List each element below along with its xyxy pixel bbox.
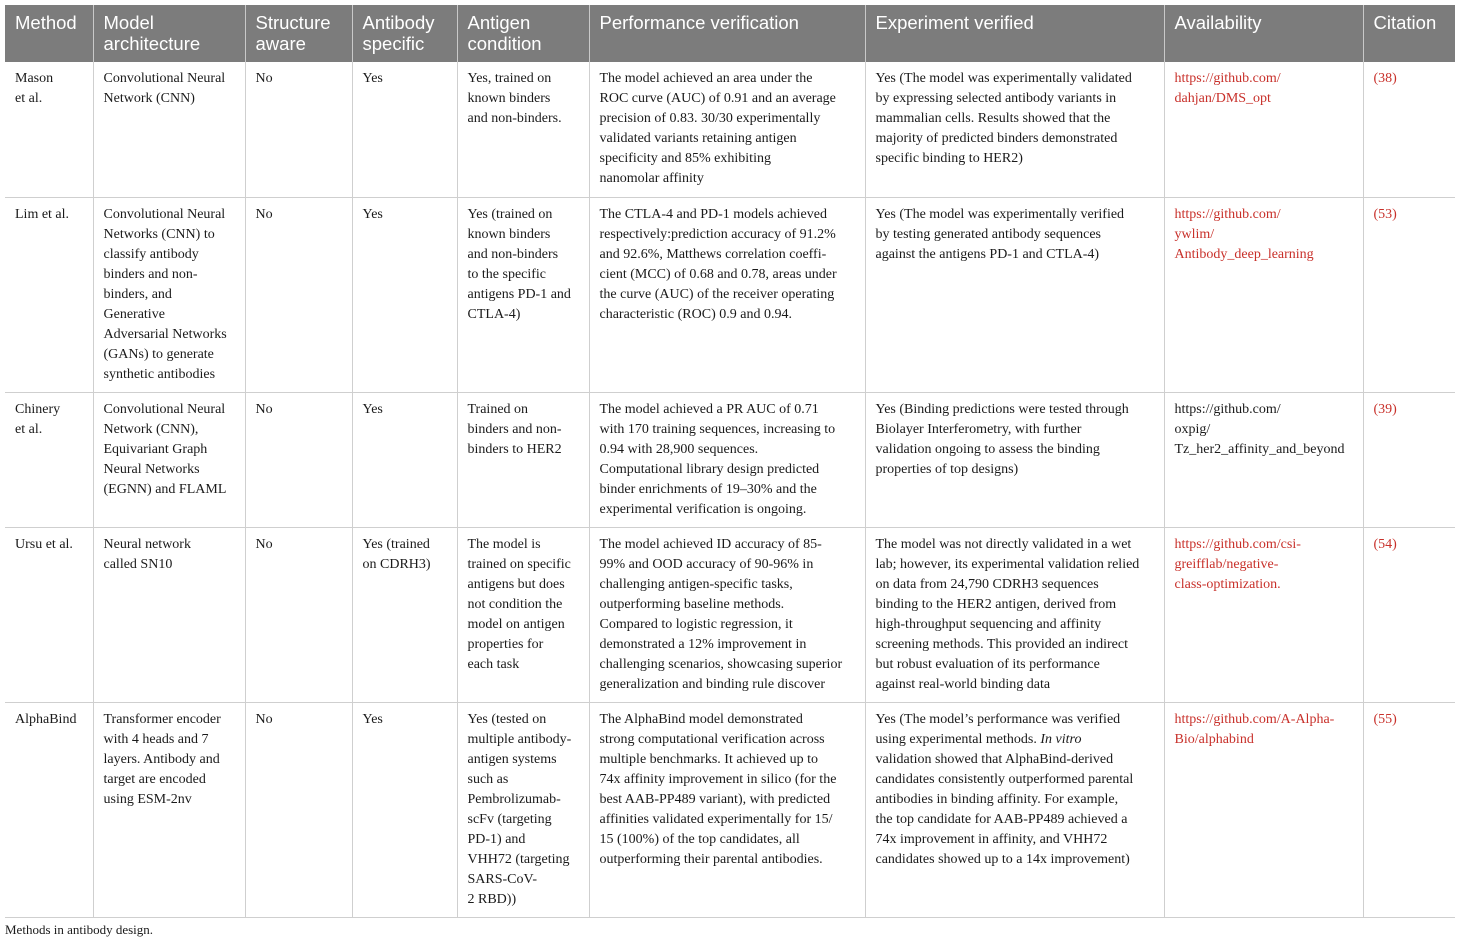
cell-line: Pembrolizumab- <box>467 791 561 807</box>
cell-citation: (54) <box>1363 527 1455 702</box>
cell-line: best AAB-PP489 variant), with predicted <box>599 791 831 807</box>
cell-method <box>5 62 93 197</box>
cell-antigen-condition <box>457 702 589 917</box>
cell-line: classify antibody <box>103 246 199 262</box>
cell-line: Ursu et al. <box>15 536 73 552</box>
cell-antibody-specific <box>352 702 457 917</box>
header-antigen-condition: Antigen condition <box>457 5 589 62</box>
cell-line: 0.94 with 28,900 sequences. <box>599 441 759 457</box>
cell-line: Network (CNN) <box>103 91 195 106</box>
cell-line: (EGNN) and FLAML <box>103 481 227 497</box>
cell-line: against the antigens PD-1 and CTLA-4) <box>875 246 1100 262</box>
table-caption: Methods in antibody design. <box>5 922 154 937</box>
cell-availability <box>1164 392 1363 527</box>
cell-availability[interactable] <box>1164 197 1363 392</box>
cell-line: The model achieved a PR AUC of 0.71 <box>599 401 819 417</box>
cell-line: binder enrichments of 19–30% and the <box>599 481 817 497</box>
table-row <box>5 392 1455 527</box>
cell-line: challenging antigen-specific tasks, <box>599 576 793 592</box>
cell-line: The model achieved an area under the <box>599 71 813 86</box>
cell-line: outperforming baseline methods. <box>599 596 785 612</box>
cell-line: Convolutional Neural <box>103 71 226 86</box>
citation-link[interactable]: 38 <box>1378 71 1393 86</box>
cell-line: Yes <box>362 401 383 417</box>
cell-model-architecture <box>93 392 245 527</box>
cell-structure-aware <box>245 527 352 702</box>
cell-line: Tz_her2_affinity_and_beyond <box>1174 441 1345 457</box>
cell-line: by expressing selected antibody variants in <box>875 91 1117 106</box>
cell-antigen-condition <box>457 527 589 702</box>
availability-link-line[interactable]: https://github.com/ <box>1174 71 1281 86</box>
cell-experiment-verified <box>865 392 1164 527</box>
cell-line: Yes (trained on <box>467 206 553 222</box>
cell-line: lab; however, its experimental validation relied <box>875 556 1140 572</box>
cell-performance-verification <box>589 62 865 197</box>
table-row <box>5 62 1455 197</box>
cell-line: (GANs) to generate <box>103 346 214 362</box>
cell-line: Network (CNN), <box>103 421 199 437</box>
cell-line: screening methods. This provided an indirect <box>875 636 1128 652</box>
cell-line: layers. Antibody and <box>103 751 220 767</box>
availability-link-line[interactable]: https://github.com/A-Alpha- <box>1174 711 1335 727</box>
availability-link-line[interactable]: https://github.com/ <box>1174 206 1281 222</box>
cell-line: candidates consistently outperformed parental <box>875 771 1134 787</box>
cell-line: 74x improvement in affinity, and VHH72 <box>875 831 1108 847</box>
cell-performance-verification <box>589 702 865 917</box>
cell-antibody-specific <box>352 197 457 392</box>
cell-line: cient (MCC) of 0.68 and 0.78, areas under <box>599 266 837 282</box>
cell-structure-aware <box>245 392 352 527</box>
cell-line: Yes (tested on <box>467 711 547 727</box>
cell-line: Yes (The model was experimentally validated <box>875 71 1132 86</box>
cell-line: model on antigen <box>467 616 565 632</box>
cell-line: Yes <box>362 711 383 727</box>
cell-line: The CTLA-4 and PD-1 models achieved <box>599 206 827 222</box>
cell-line: specificity and 85% exhibiting <box>599 151 771 166</box>
cell-antigen-condition <box>457 392 589 527</box>
cell-line: the top candidate for AAB-PP489 achieved a <box>875 811 1128 827</box>
cell-line: with 170 training sequences, increasing to <box>599 421 836 437</box>
citation-link[interactable]: 54 <box>1378 536 1393 552</box>
cell-citation: (53) <box>1363 197 1455 392</box>
cell-line: Yes (The model was experimentally verified <box>875 206 1125 222</box>
cell-method <box>5 392 93 527</box>
cell-availability[interactable] <box>1164 527 1363 702</box>
cell-availability[interactable] <box>1164 702 1363 917</box>
cell-line: using ESM-2nv <box>103 791 192 807</box>
cell-model-architecture <box>93 527 245 702</box>
cell-line: precision of 0.83. 30/30 experimentally <box>599 111 821 126</box>
cell-structure-aware <box>245 702 352 917</box>
cell-line: synthetic antibodies <box>103 366 216 382</box>
cell-line: 99% and OOD accuracy of 90-96% in <box>599 556 814 572</box>
header-method: Method <box>5 5 93 62</box>
cell-line: antigens PD-1 and <box>467 286 571 302</box>
cell-structure-aware <box>245 62 352 197</box>
cell-method <box>5 527 93 702</box>
cell-line: Generative <box>103 306 165 322</box>
cell-line: nanomolar affinity <box>599 171 704 186</box>
cell-line: validated variants retaining antigen <box>599 131 797 146</box>
cell-line: binding to the HER2 antigen, derived from <box>875 596 1117 612</box>
header-row <box>5 5 1455 62</box>
cell-line: binders to HER2 <box>467 441 562 457</box>
cell-line: 74x affinity improvement in silico (for the <box>599 771 837 787</box>
cell-line: The model was not directly validated in a wet <box>875 536 1132 552</box>
header-structure-aware: Structure aware <box>245 5 352 62</box>
cell-line: Trained on <box>467 401 529 417</box>
cell-line: challenging scenarios, showcasing superior <box>599 656 843 672</box>
cell-method <box>5 197 93 392</box>
cell-line: Computational library design predicted <box>599 461 820 477</box>
cell-line: Biolayer Interferometry, with further <box>875 421 1082 437</box>
cell-line: but robust evaluation of its performance <box>875 656 1100 672</box>
cell-line: mammalian cells. Results showed that the <box>875 111 1111 126</box>
cell-line: strong computational verification across <box>599 731 825 747</box>
cell-line: and non-binders. <box>467 111 562 126</box>
cell-citation: (38) <box>1363 62 1455 197</box>
cell-antibody-specific <box>352 527 457 702</box>
methods-table <box>5 5 1455 918</box>
cell-line: CTLA-4) <box>467 306 521 322</box>
cell-line: oxpig/ <box>1174 421 1211 437</box>
cell-line: Equivariant Graph <box>103 441 208 457</box>
cell-line: multiple antibody- <box>467 731 572 747</box>
cell-line: such as <box>467 771 509 787</box>
cell-line: Transformer encoder <box>103 711 221 727</box>
cell-line: properties for <box>467 636 544 652</box>
cell-antibody-specific <box>352 392 457 527</box>
cell-line: ROC curve (AUC) of 0.91 and an average <box>599 91 836 106</box>
cell-antigen-condition <box>457 197 589 392</box>
table-row <box>5 197 1455 392</box>
cell-model-architecture <box>93 702 245 917</box>
cell-line: the curve (AUC) of the receiver operating <box>599 286 835 302</box>
header-citation: Citation <box>1363 5 1455 62</box>
availability-link-line[interactable]: ywlim/ <box>1174 226 1215 242</box>
availability-link-line[interactable]: dahjan/DMS_opt <box>1174 91 1271 106</box>
cell-line: trained on specific <box>467 556 571 572</box>
cell-method <box>5 702 93 917</box>
cell-line: and 92.6%, Matthews correlation coeffi- <box>599 246 827 262</box>
availability-link-line[interactable]: class-optimization. <box>1174 576 1281 592</box>
cell-line: specific binding to HER2) <box>875 151 1023 166</box>
cell-line: 2 RBD)) <box>467 891 517 907</box>
cell-line: outperforming their parental antibodies. <box>599 851 823 867</box>
cell-line: demonstrated a 12% improvement in <box>599 636 807 652</box>
cell-line: affinities validated experimentally for 15/ <box>599 811 833 827</box>
cell-line: Yes, trained on <box>467 71 552 86</box>
cell-model-architecture <box>93 62 245 197</box>
cell-line: binders and non- <box>103 266 198 282</box>
cell-line: Compared to logistic regression, it <box>599 616 793 632</box>
cell-line: VHH72 (targeting <box>467 851 570 867</box>
cell-line: called SN10 <box>103 556 173 572</box>
header-antibody-specific: Antibody specific <box>352 5 457 62</box>
cell-line: against real-world binding data <box>875 676 1051 692</box>
cell-line: No <box>255 71 273 86</box>
cell-line: Neural Networks <box>103 461 200 477</box>
cell-line: No <box>255 401 273 417</box>
cell-model-architecture <box>93 197 245 392</box>
cell-citation: (55) <box>1363 702 1455 917</box>
cell-line: target are encoded <box>103 771 206 787</box>
cell-line: generalization and binding rule discover <box>599 676 825 692</box>
cell-line: Networks (CNN) to <box>103 226 215 242</box>
cell-line: et al. <box>15 421 43 437</box>
cell-line: binders and non- <box>467 421 562 437</box>
cell-line: on CDRH3) <box>362 556 431 572</box>
cell-line: properties of top designs) <box>875 461 1019 477</box>
cell-line: antibodies in binding affinity. For example, <box>875 791 1119 807</box>
cell-line: scFv (targeting <box>467 811 552 827</box>
cell-citation: (39) <box>1363 392 1455 527</box>
citation-link[interactable]: 55 <box>1378 711 1393 727</box>
cell-line: Lim et al. <box>15 206 70 222</box>
cell-line: Yes (trained <box>362 536 430 552</box>
header-performance-verification: Performance verification <box>589 5 865 62</box>
availability-link-line[interactable]: https://github.com/csi- <box>1174 536 1301 552</box>
cell-experiment-verified <box>865 527 1164 702</box>
cell-line: validation showed that AlphaBind-derived <box>875 751 1114 767</box>
availability-link-line[interactable]: greifflab/negative- <box>1174 556 1279 572</box>
cell-line: Adversarial Networks <box>103 326 227 342</box>
cell-experiment-verified <box>865 702 1164 917</box>
availability-link-line[interactable]: Antibody_deep_learning <box>1174 246 1314 262</box>
cell-line: et al. <box>15 91 43 106</box>
cell-line: candidates showed up to a 14x improvement) <box>875 851 1130 867</box>
cell-antibody-specific <box>352 62 457 197</box>
cell-line: No <box>255 536 273 552</box>
cell-line: by testing generated antibody sequences <box>875 226 1101 242</box>
citation-link[interactable]: 53 <box>1378 206 1393 222</box>
italic-text: In vitro <box>1040 731 1082 747</box>
table-row <box>5 527 1455 702</box>
cell-availability[interactable] <box>1164 62 1363 197</box>
cell-line: characteristic (ROC) 0.9 and 0.94. <box>599 306 792 322</box>
cell-line: Yes <box>362 71 383 86</box>
cell-line: 15 (100%) of the top candidates, all <box>599 831 800 847</box>
cell-line: antigens but does <box>467 576 565 592</box>
citation-link[interactable]: 39 <box>1378 401 1393 417</box>
cell-line: known binders <box>467 91 551 106</box>
cell-performance-verification <box>589 392 865 527</box>
cell-line: on data from 24,790 CDRH3 sequences <box>875 576 1099 592</box>
cell-line: Yes <box>362 206 383 222</box>
cell-line: respectively:prediction accuracy of 91.2% <box>599 226 836 242</box>
cell-experiment-verified <box>865 62 1164 197</box>
cell-line: AlphaBind <box>15 711 77 727</box>
cell-line: PD-1) and <box>467 831 526 847</box>
cell-line: to the specific <box>467 266 547 282</box>
cell-line: high-throughput sequencing and affinity <box>875 616 1102 632</box>
cell-line: with 4 heads and 7 <box>103 731 209 747</box>
header-experiment-verified: Experiment verified <box>865 5 1164 62</box>
cell-line: antigen systems <box>467 751 557 767</box>
header-availability: Availability <box>1164 5 1363 62</box>
cell-line: each task <box>467 656 520 672</box>
cell-line: No <box>255 206 273 222</box>
cell-line: The AlphaBind model demonstrated <box>599 711 803 727</box>
cell-line: Convolutional Neural <box>103 206 226 222</box>
availability-link-line[interactable]: Bio/alphabind <box>1174 731 1254 747</box>
cell-line: multiple benchmarks. It achieved up to <box>599 751 818 767</box>
cell-line: experimental verification is ongoing. <box>599 501 807 517</box>
cell-line: known binders <box>467 226 551 242</box>
cell-line: not condition the <box>467 596 563 612</box>
cell-line: No <box>255 711 273 727</box>
cell-line: Yes (Binding predictions were tested through <box>875 401 1129 417</box>
cell-line: validation ongoing to assess the binding <box>875 441 1100 457</box>
cell-line: binders, and <box>103 286 172 302</box>
cell-line: Mason <box>15 71 54 86</box>
cell-line: The model is <box>467 536 541 552</box>
cell-structure-aware <box>245 197 352 392</box>
cell-experiment-verified <box>865 197 1164 392</box>
table-container <box>5 5 1455 918</box>
header-model-architecture: Model architecture <box>93 5 245 62</box>
cell-line: SARS-CoV- <box>467 871 538 887</box>
cell-performance-verification <box>589 527 865 702</box>
cell-line: Neural network <box>103 536 191 552</box>
table-row <box>5 702 1455 917</box>
cell-line: majority of predicted binders demonstrated <box>875 131 1118 146</box>
cell-antigen-condition <box>457 62 589 197</box>
cell-performance-verification <box>589 197 865 392</box>
cell-line: and non-binders <box>467 246 559 262</box>
cell-line: The model achieved ID accuracy of 85- <box>599 536 822 552</box>
cell-line: using experimental methods. In vitro <box>875 731 1082 747</box>
cell-line: https://github.com/ <box>1174 401 1281 417</box>
cell-line: Yes (The model’s performance was verified <box>875 711 1121 727</box>
cell-line: Chinery <box>15 401 61 417</box>
cell-line: Convolutional Neural <box>103 401 226 417</box>
